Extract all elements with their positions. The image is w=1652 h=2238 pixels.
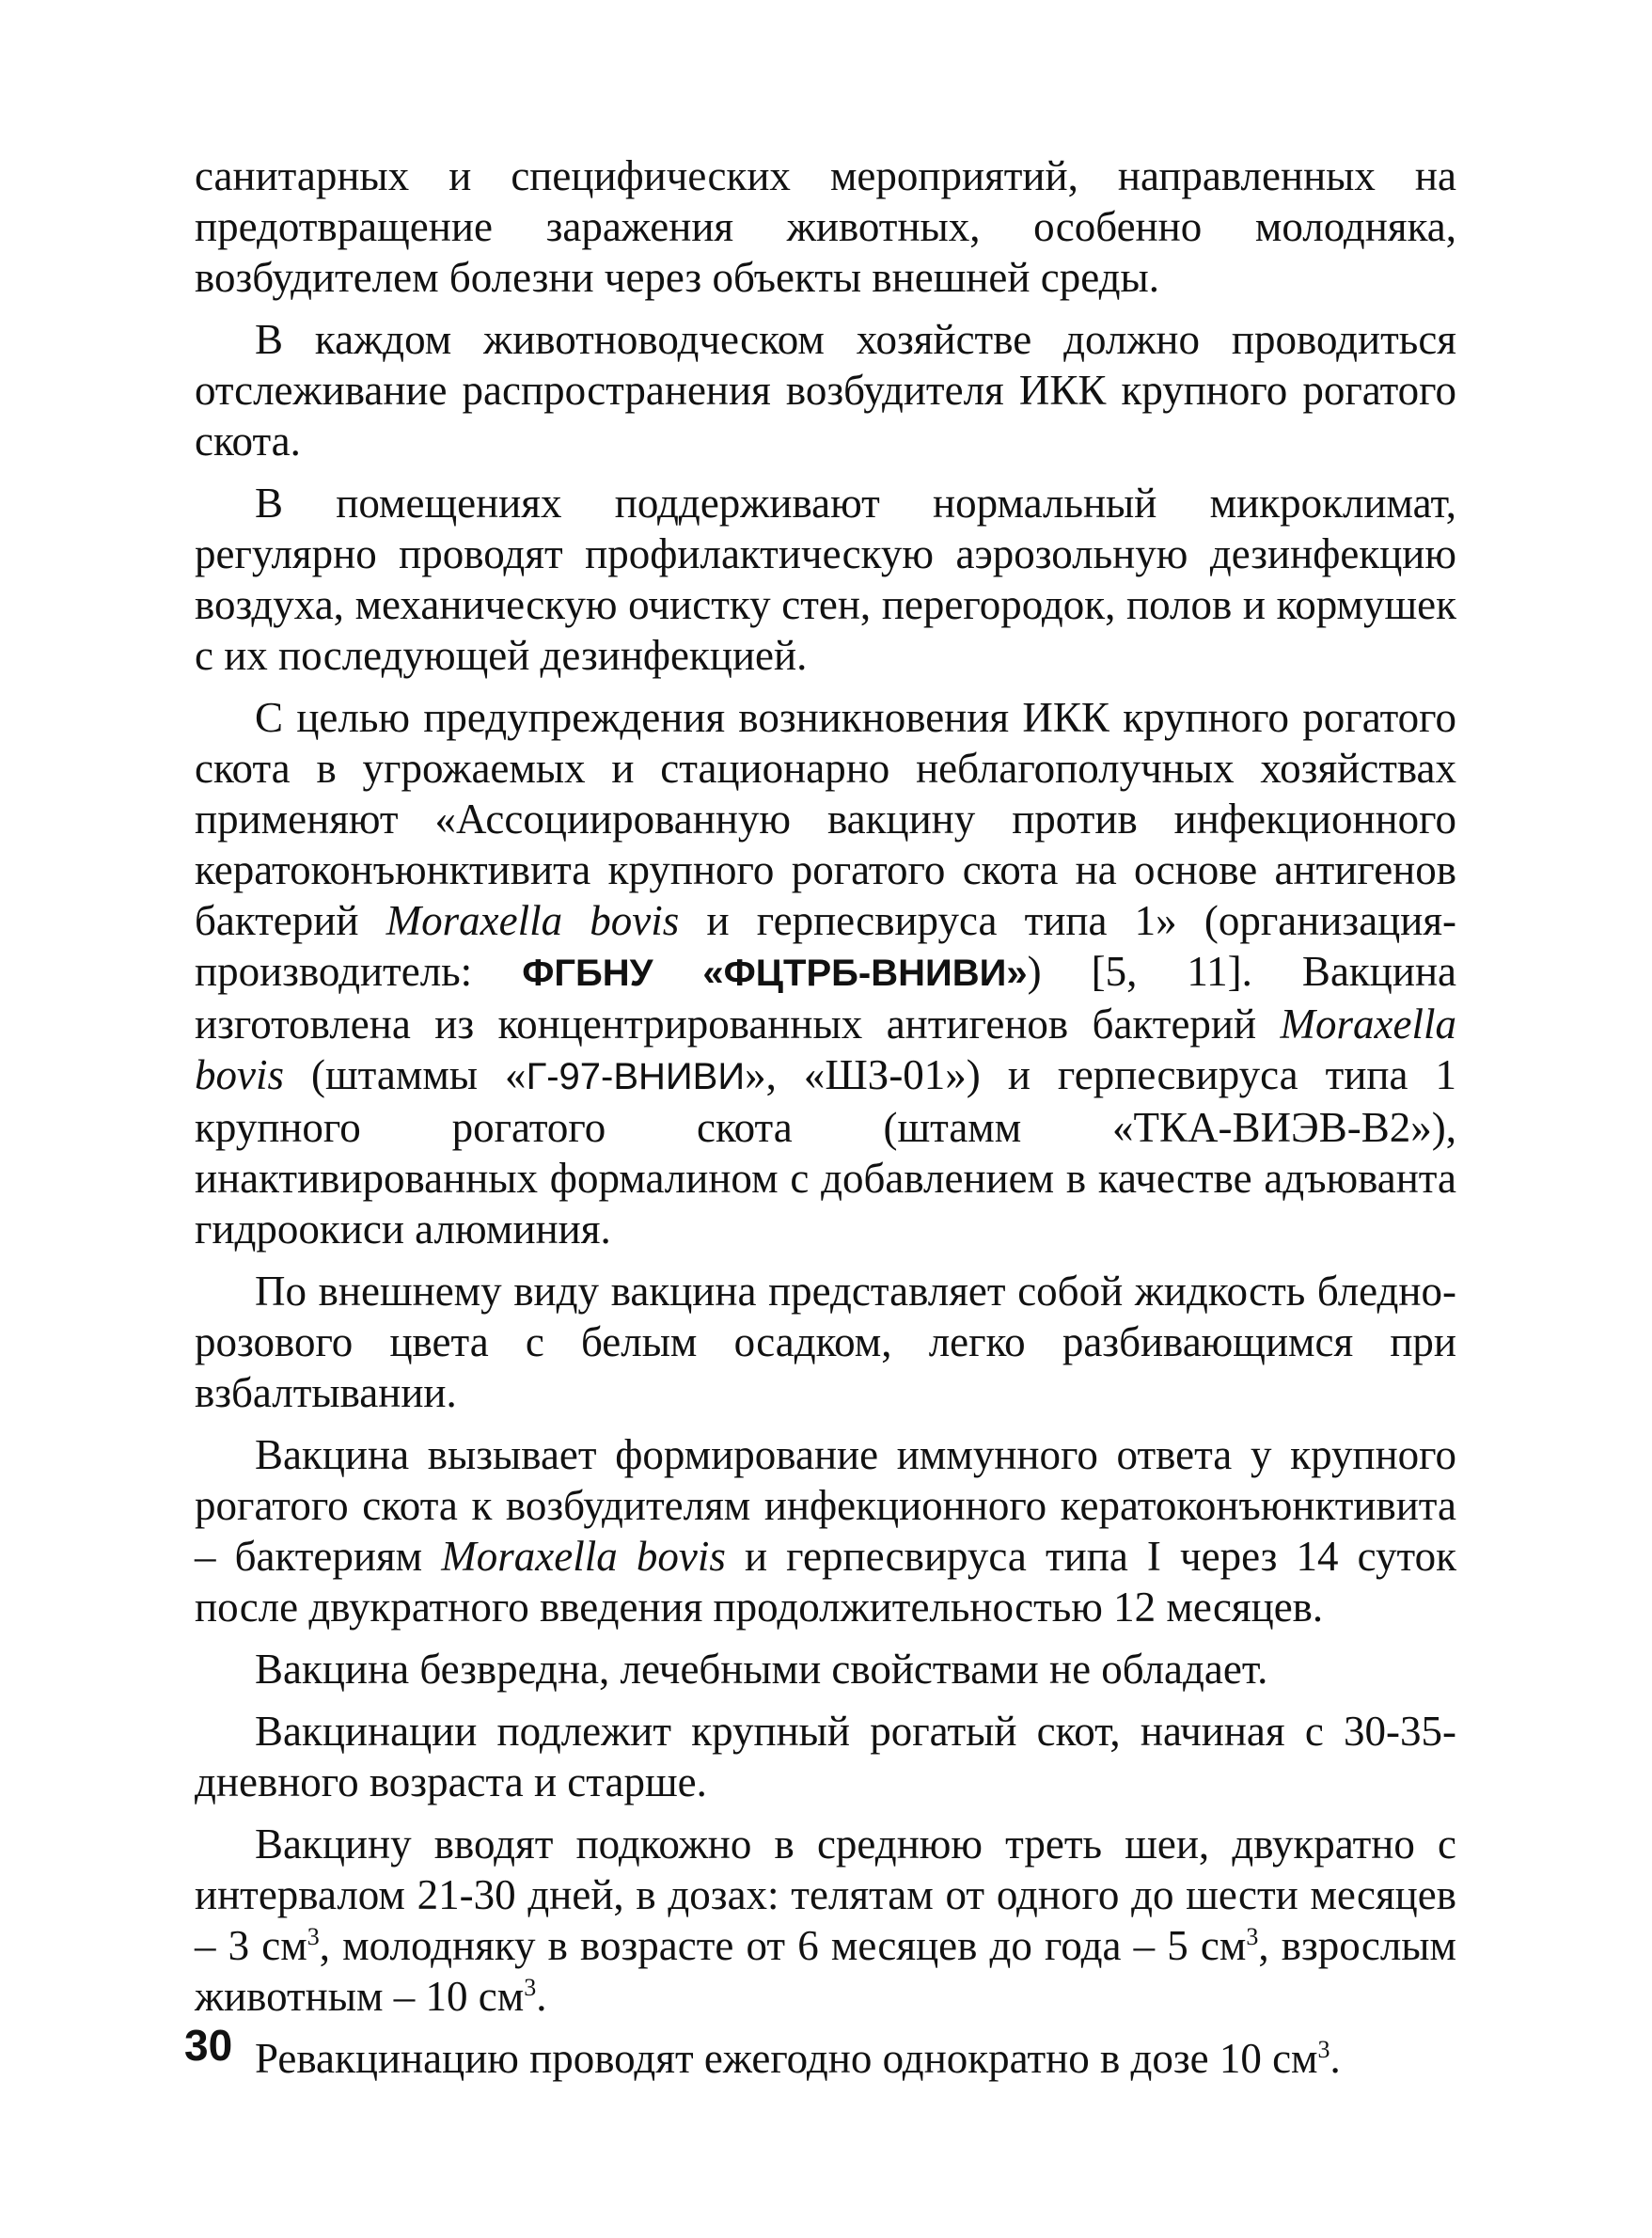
paragraph-2: В каждом животноводческом хозяйстве должно проводиться отслеживание распространения возбудителя ИКК крупного рогатого скота.: [195, 316, 1456, 465]
paragraph-4-text-3: ) [5, 11]. Вакцина изготовлена из концентрированных антигенов бактерий: [195, 948, 1456, 1048]
paragraph-9: [195, 1819, 1456, 2022]
paragraph-1: санитарных и специфических мероприятий, направленных на предотвращение заражения животных, особенно молодняка, возбудителем болезни через объекты внешней среды.: [195, 152, 1456, 301]
paragraph-8: Вакцинации подлежит крупный рогатый скот, начиная с 30-35-дневного возраста и старше.: [195, 1708, 1456, 1805]
paragraph-7: Вакцина безвредна, лечебными свойствами не обладает.: [255, 1646, 1268, 1693]
paragraph-9-text-4: .: [536, 1973, 547, 2020]
species-name: Moraxella bovis: [441, 1533, 726, 1580]
paragraph-9-text-3: , взрослым животным – 10 см: [195, 1922, 1456, 2020]
species-name: Moraxella bovis: [385, 897, 680, 944]
paragraph-6: [195, 1429, 1456, 1632]
paragraph-4-text-5: », «ШЗ-01») и герпесвируса типа 1 крупного рогатого скота (штамм «ТКА-ВИЭВ-В2»), инактивированных формалином с добавлением в качестве адъюванта гидроокиси алюминия.: [195, 1051, 1456, 1253]
paragraph-4: [195, 692, 1456, 1254]
page-body: [195, 150, 1456, 2095]
paragraph-5: По внешнему виду вакцина представляет собой жидкость бледно-розового цвета с белым осадком, легко разбивающимся при взбалтывании.: [195, 1268, 1456, 1416]
superscript-3: 3: [1246, 1923, 1259, 1950]
page-number: 30: [184, 2021, 233, 2070]
paragraph-6-text-1: Вакцина вызывает формирование иммунного ответа у крупного рогатого скота к возбудителям инфекционного кератоконъюнктивита – бактериям: [195, 1431, 1456, 1580]
paragraph-10-text-2: .: [1329, 2035, 1341, 2082]
paragraph-4-text-1: С целью предупреждения возникновения ИКК крупного рогатого скота в угрожаемых и стационарно неблагополучных хозяйствах применяют «Ассоциированную вакцину против инфекционного кератоконъюнктивита крупного рогатого скота на основе антигенов бактерий: [195, 694, 1456, 944]
paragraph-6-text-2: и герпесвируса типа I через 14 суток после двукратного введения продолжительностью 12 месяцев.: [195, 1533, 1456, 1631]
species-name: Moraxella bovis: [195, 1001, 1456, 1098]
superscript-3: 3: [524, 1974, 537, 2001]
superscript-3: 3: [307, 1923, 320, 1950]
paragraph-9-text-2: , молодняку в возрасте от 6 месяцев до года – 5 см: [319, 1922, 1247, 1969]
paragraph-9-text-1: Вакцину вводят подкожно в среднюю треть шеи, двукратно с интервалом 21-30 дней, в дозах: телятам от одного до шести месяцев – 3 см: [195, 1820, 1456, 1969]
superscript-3: 3: [1317, 2036, 1330, 2063]
paragraph-4-text-2: и герпесвируса типа 1» (организация-производитель:: [195, 897, 1457, 995]
paragraph-10: [195, 2033, 1456, 2084]
paragraph-4-text-4: (штаммы «: [284, 1051, 527, 1098]
organization-name: ФГБНУ «ФЦТРБ-ВНИВИ»: [522, 953, 1028, 994]
paragraph-3: В помещениях поддерживают нормальный микроклимат, регулярно проводят профилактическую аэрозольную дезинфекцию воздуха, механическую очистку стен, перегородок, полов и кормушек с их последующей дезинфекцией.: [195, 480, 1456, 679]
strain-name: Г-97-ВНИВИ: [526, 1056, 746, 1097]
paragraph-10-text-1: Ревакцинацию проводят ежегодно однократно в дозе 10 см: [255, 2035, 1318, 2082]
